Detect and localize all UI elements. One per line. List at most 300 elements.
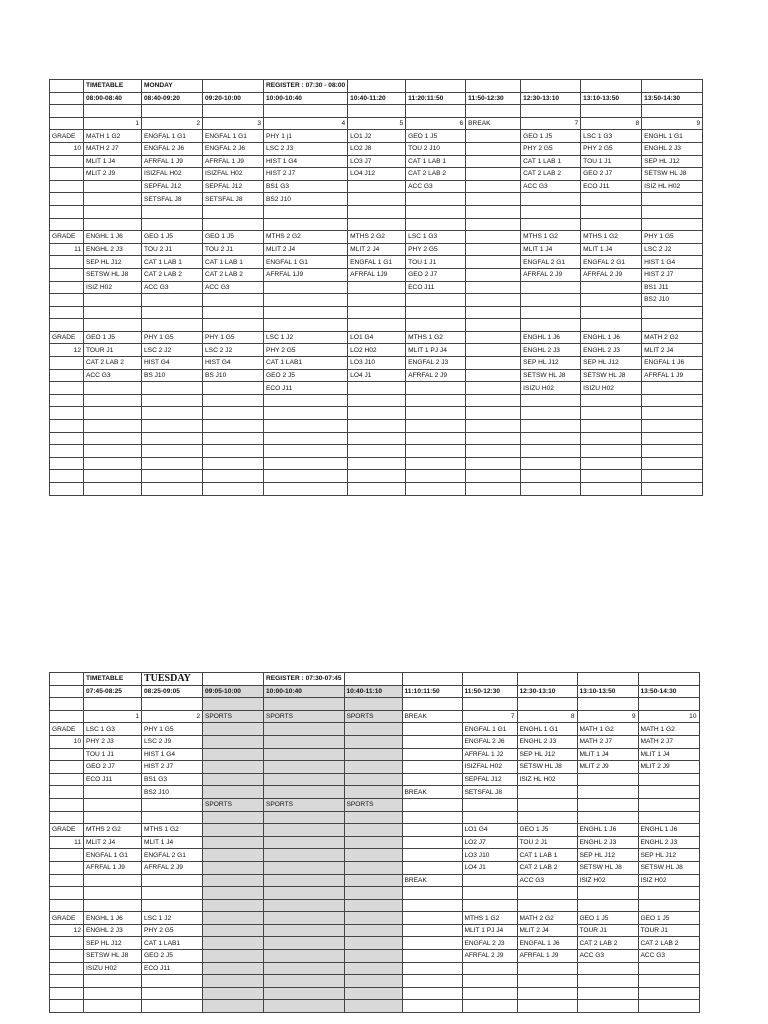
monday-cell: 09:20-10:00 xyxy=(203,92,264,105)
tuesday-cell: BS1 G3 xyxy=(142,773,203,786)
tuesday-cell xyxy=(638,962,699,975)
monday-cell xyxy=(406,394,466,407)
tuesday-cell: 09:05-10:00 xyxy=(203,685,264,698)
tuesday-cell xyxy=(50,937,84,950)
monday-row xyxy=(50,256,703,269)
monday-cell: 5 xyxy=(348,117,406,130)
tuesday-cell: TOUR J1 xyxy=(577,924,638,937)
monday-cell xyxy=(348,180,406,193)
tuesday-cell xyxy=(517,899,577,912)
tuesday-cell xyxy=(50,773,84,786)
monday-cell xyxy=(142,319,203,332)
tuesday-cell xyxy=(84,1000,142,1013)
tuesday-cell: PHY 1 G5 xyxy=(142,723,203,736)
tuesday-cell xyxy=(344,849,402,862)
monday-cell: SEP HL J12 xyxy=(581,357,642,370)
monday-cell: LSC 2 J3 xyxy=(264,142,348,155)
tuesday-cell xyxy=(203,987,264,1000)
tuesday-cell xyxy=(142,811,203,824)
monday-cell: ISIZU H02 xyxy=(581,382,642,395)
monday-cell xyxy=(142,306,203,319)
tuesday-cell: GRADE xyxy=(50,723,84,736)
tuesday-cell xyxy=(344,786,402,799)
tuesday-cell: CAT 1 LAB 1 xyxy=(517,849,577,862)
monday-cell: SETSFAL J8 xyxy=(142,193,203,206)
monday-cell: 3 xyxy=(203,117,264,130)
tuesday-cell: SETSW HL J8 xyxy=(577,861,638,874)
monday-cell xyxy=(642,483,703,496)
monday-row xyxy=(50,357,703,370)
monday-cell: ENGHL 2 J3 xyxy=(642,142,703,155)
tuesday-cell: 10:40-11:10 xyxy=(344,685,402,698)
monday-cell: ACC G3 xyxy=(521,180,581,193)
tuesday-cell xyxy=(203,849,264,862)
monday-cell xyxy=(521,281,581,294)
monday-cell xyxy=(466,483,521,496)
tuesday-cell xyxy=(402,937,462,950)
monday-cell xyxy=(406,205,466,218)
tuesday-cell xyxy=(84,698,142,711)
monday-cell: ENGFAL 2 J6 xyxy=(142,142,203,155)
monday-cell xyxy=(50,256,84,269)
monday-row xyxy=(50,319,703,332)
monday-cell: CAT 2 LAB 2 xyxy=(203,268,264,281)
monday-cell: ENGHL 2 J3 xyxy=(521,344,581,357)
monday-row xyxy=(50,306,703,319)
monday-cell xyxy=(406,294,466,307)
monday-row xyxy=(50,445,703,458)
tuesday-cell xyxy=(50,786,84,799)
monday-row xyxy=(50,92,703,105)
tuesday-cell xyxy=(203,924,264,937)
monday-cell xyxy=(84,483,142,496)
monday-cell xyxy=(84,193,142,206)
tuesday-row xyxy=(50,798,700,811)
tuesday-cell: ISIZFAL H02 xyxy=(462,761,517,774)
monday-cell: AFRFAL 1 J9 xyxy=(642,369,703,382)
monday-row xyxy=(50,344,703,357)
monday-cell xyxy=(142,394,203,407)
tuesday-cell xyxy=(203,962,264,975)
tuesday-cell xyxy=(50,887,84,900)
tuesday-cell: HIST 1 G4 xyxy=(142,748,203,761)
tuesday-cell xyxy=(638,987,699,1000)
tuesday-cell xyxy=(402,887,462,900)
monday-cell xyxy=(50,294,84,307)
monday-cell xyxy=(466,105,521,118)
tuesday-cell: MATH 1 G2 xyxy=(577,723,638,736)
tuesday-cell xyxy=(638,811,699,824)
monday-cell xyxy=(203,294,264,307)
monday-row xyxy=(50,193,703,206)
monday-cell: GRADE xyxy=(50,331,84,344)
monday-cell xyxy=(203,80,264,93)
tuesday-cell: GRADE xyxy=(50,824,84,837)
monday-cell xyxy=(84,180,142,193)
tuesday-cell xyxy=(203,874,264,887)
tuesday-row xyxy=(50,773,700,786)
tuesday-cell xyxy=(462,899,517,912)
monday-cell xyxy=(264,281,348,294)
tuesday-cell xyxy=(264,824,345,837)
tuesday-cell xyxy=(462,962,517,975)
monday-cell xyxy=(581,470,642,483)
monday-cell xyxy=(521,483,581,496)
tuesday-row xyxy=(50,685,700,698)
monday-cell: CAT 1 LAB1 xyxy=(264,357,348,370)
monday-cell: GRADE xyxy=(50,231,84,244)
monday-cell: ACC G3 xyxy=(203,281,264,294)
monday-cell xyxy=(50,180,84,193)
tuesday-cell xyxy=(50,950,84,963)
monday-cell xyxy=(348,432,406,445)
tuesday-row xyxy=(50,950,700,963)
monday-cell xyxy=(84,105,142,118)
tuesday-cell xyxy=(264,975,345,988)
monday-cell: 10 xyxy=(50,142,84,155)
tuesday-cell xyxy=(577,962,638,975)
tuesday-cell xyxy=(84,987,142,1000)
monday-cell: MLIT 1 J4 xyxy=(84,155,142,168)
monday-row xyxy=(50,432,703,445)
monday-cell xyxy=(50,155,84,168)
monday-cell: LO1 G4 xyxy=(348,331,406,344)
monday-cell: SEPFAL J12 xyxy=(203,180,264,193)
monday-row xyxy=(50,369,703,382)
monday-cell xyxy=(642,470,703,483)
monday-row xyxy=(50,331,703,344)
tuesday-row xyxy=(50,710,700,723)
monday-cell: ENGFAL 2 G1 xyxy=(581,256,642,269)
tuesday-cell xyxy=(264,786,345,799)
monday-cell: GEO 1 J5 xyxy=(406,130,466,143)
monday-cell: PHY 1 G5 xyxy=(203,331,264,344)
monday-cell xyxy=(142,105,203,118)
monday-cell xyxy=(348,294,406,307)
monday-cell xyxy=(50,117,84,130)
tuesday-cell xyxy=(344,824,402,837)
monday-cell xyxy=(264,218,348,231)
monday-cell xyxy=(264,294,348,307)
monday-cell xyxy=(50,420,84,433)
monday-cell: PHY 2 G5 xyxy=(406,243,466,256)
tuesday-cell: MLIT 1 PJ J4 xyxy=(462,924,517,937)
tuesday-row xyxy=(50,811,700,824)
monday-cell: ENGHL 1 J6 xyxy=(84,231,142,244)
monday-cell xyxy=(406,80,466,93)
tuesday-cell xyxy=(50,849,84,862)
monday-row xyxy=(50,281,703,294)
monday-cell: AFRFAL 2 J9 xyxy=(581,268,642,281)
tuesday-cell xyxy=(517,698,577,711)
tuesday-row xyxy=(50,924,700,937)
tuesday-cell xyxy=(50,975,84,988)
tuesday-cell xyxy=(344,975,402,988)
tuesday-cell xyxy=(462,975,517,988)
monday-cell xyxy=(84,420,142,433)
tuesday-cell xyxy=(577,698,638,711)
tuesday-cell: LO1 G4 xyxy=(462,824,517,837)
monday-cell xyxy=(348,218,406,231)
monday-cell xyxy=(521,319,581,332)
monday-cell xyxy=(642,105,703,118)
monday-row xyxy=(50,117,703,130)
monday-cell xyxy=(348,407,406,420)
monday-cell xyxy=(581,281,642,294)
tuesday-cell: BREAK xyxy=(402,874,462,887)
monday-cell: TIMETABLE xyxy=(84,80,142,93)
tuesday-cell: ENGFAL 2 G1 xyxy=(142,849,203,862)
monday-cell xyxy=(84,407,142,420)
tuesday-row xyxy=(50,962,700,975)
tuesday-cell: ACC G3 xyxy=(577,950,638,963)
monday-cell xyxy=(581,80,642,93)
tuesday-cell xyxy=(50,761,84,774)
tuesday-row xyxy=(50,912,700,925)
monday-cell: 11 xyxy=(50,243,84,256)
monday-cell xyxy=(50,394,84,407)
tuesday-cell: MLIT 2 J4 xyxy=(84,836,142,849)
monday-cell xyxy=(50,319,84,332)
monday-cell: LSC 2 J2 xyxy=(142,344,203,357)
monday-cell: TOU 1 J1 xyxy=(406,256,466,269)
monday-cell: LO2 H02 xyxy=(348,344,406,357)
tuesday-cell: ISIZ H02 xyxy=(638,874,699,887)
tuesday-cell: ISIZ HL H02 xyxy=(517,773,577,786)
tuesday-cell xyxy=(344,836,402,849)
monday-cell xyxy=(348,457,406,470)
tuesday-row xyxy=(50,987,700,1000)
tuesday-cell: MLIT 2 J4 xyxy=(517,924,577,937)
tuesday-cell: AFRFAL 1 J9 xyxy=(84,861,142,874)
tuesday-cell: TIMETABLE xyxy=(84,673,142,686)
monday-cell xyxy=(203,420,264,433)
monday-cell: GEO 1 J5 xyxy=(203,231,264,244)
tuesday-cell xyxy=(517,1000,577,1013)
monday-cell: 1 xyxy=(84,117,142,130)
monday-cell xyxy=(50,306,84,319)
monday-cell: CAT 1 LAB 1 xyxy=(521,155,581,168)
tuesday-cell xyxy=(402,899,462,912)
tuesday-row xyxy=(50,786,700,799)
monday-cell xyxy=(642,205,703,218)
tuesday-cell xyxy=(402,773,462,786)
monday-cell: LSC 1 J2 xyxy=(264,331,348,344)
tuesday-cell xyxy=(84,899,142,912)
monday-cell xyxy=(406,306,466,319)
monday-cell: SEP HL J12 xyxy=(84,256,142,269)
monday-cell: PHY 1 G5 xyxy=(142,331,203,344)
tuesday-cell: MLIT 2 J9 xyxy=(638,761,699,774)
tuesday-cell: LSC 1 J2 xyxy=(142,912,203,925)
tuesday-cell: MLIT 1 J4 xyxy=(577,748,638,761)
tuesday-cell: ENGFAL 1 G1 xyxy=(84,849,142,862)
tuesday-cell: 8 xyxy=(517,710,577,723)
monday-cell xyxy=(581,193,642,206)
monday-cell xyxy=(521,306,581,319)
monday-cell xyxy=(50,105,84,118)
tuesday-cell xyxy=(517,798,577,811)
tuesday-cell xyxy=(402,975,462,988)
monday-cell: HIST 1 G4 xyxy=(264,155,348,168)
monday-cell: ENGFAL 2 J6 xyxy=(203,142,264,155)
monday-cell xyxy=(50,470,84,483)
monday-cell xyxy=(50,80,84,93)
monday-cell xyxy=(642,80,703,93)
monday-cell: BS J10 xyxy=(203,369,264,382)
tuesday-cell: PHY 2 J3 xyxy=(84,735,142,748)
tuesday-cell xyxy=(203,723,264,736)
monday-cell: 10:00-10:40 xyxy=(264,92,348,105)
tuesday-cell xyxy=(517,786,577,799)
tuesday-cell: AFRFAL 1 J9 xyxy=(517,950,577,963)
monday-row xyxy=(50,483,703,496)
tuesday-cell: 9 xyxy=(577,710,638,723)
monday-cell xyxy=(264,319,348,332)
monday-cell: TOU 2 J1 xyxy=(142,243,203,256)
tuesday-cell: MLIT 1 J4 xyxy=(638,748,699,761)
monday-cell: MLIT 2 J9 xyxy=(84,168,142,181)
tuesday-cell: LO4 J1 xyxy=(462,861,517,874)
monday-cell: SEP HL J12 xyxy=(521,357,581,370)
tuesday-row xyxy=(50,937,700,950)
monday-cell xyxy=(406,105,466,118)
monday-cell xyxy=(521,218,581,231)
monday-cell: GEO 2 J7 xyxy=(581,168,642,181)
tuesday-cell xyxy=(402,962,462,975)
tuesday-cell: BS2 J10 xyxy=(142,786,203,799)
monday-cell xyxy=(642,218,703,231)
tuesday-cell xyxy=(638,1000,699,1013)
tuesday-cell xyxy=(344,874,402,887)
monday-cell xyxy=(50,432,84,445)
tuesday-cell xyxy=(402,811,462,824)
tuesday-cell xyxy=(203,836,264,849)
tuesday-cell xyxy=(264,773,345,786)
tuesday-cell xyxy=(203,912,264,925)
monday-cell xyxy=(142,445,203,458)
monday-cell: MATH 2 G2 xyxy=(642,331,703,344)
monday-cell xyxy=(642,319,703,332)
monday-cell: SETSW HL J8 xyxy=(521,369,581,382)
tuesday-row xyxy=(50,735,700,748)
monday-cell xyxy=(466,432,521,445)
monday-row xyxy=(50,218,703,231)
tuesday-cell: 10:00-10:40 xyxy=(264,685,345,698)
tuesday-cell xyxy=(50,698,84,711)
tuesday-cell xyxy=(142,698,203,711)
monday-cell: 12:30-13:10 xyxy=(521,92,581,105)
tuesday-cell: 12 xyxy=(50,924,84,937)
monday-cell xyxy=(84,319,142,332)
monday-cell: LSC 1 G3 xyxy=(406,231,466,244)
monday-row xyxy=(50,243,703,256)
monday-cell: CAT 1 LAB 1 xyxy=(203,256,264,269)
monday-cell xyxy=(348,281,406,294)
tuesday-cell xyxy=(344,773,402,786)
monday-cell xyxy=(142,432,203,445)
tuesday-cell xyxy=(462,987,517,1000)
tuesday-cell: ENGHL 2 J3 xyxy=(638,836,699,849)
monday-cell xyxy=(521,294,581,307)
monday-cell xyxy=(581,319,642,332)
monday-cell: 08:00-08:40 xyxy=(84,92,142,105)
tuesday-cell: SEPFAL J12 xyxy=(462,773,517,786)
monday-cell xyxy=(466,457,521,470)
tuesday-cell: 11 xyxy=(50,836,84,849)
monday-cell xyxy=(50,407,84,420)
tuesday-cell: BREAK xyxy=(402,786,462,799)
monday-cell: ENGHL 1 G1 xyxy=(642,130,703,143)
tuesday-cell xyxy=(142,975,203,988)
monday-cell: PHY 2 G5 xyxy=(521,142,581,155)
monday-cell xyxy=(264,407,348,420)
tuesday-timetable xyxy=(49,672,700,1013)
monday-cell xyxy=(466,193,521,206)
tuesday-cell xyxy=(344,987,402,1000)
monday-cell: CAT 2 LAB 2 xyxy=(142,268,203,281)
monday-cell: MLIT 2 J4 xyxy=(264,243,348,256)
monday-cell: GEO 1 J5 xyxy=(142,231,203,244)
monday-cell xyxy=(521,470,581,483)
tuesday-cell xyxy=(264,723,345,736)
monday-cell: LO3 J7 xyxy=(348,155,406,168)
monday-row xyxy=(50,205,703,218)
tuesday-row xyxy=(50,761,700,774)
monday-cell xyxy=(348,319,406,332)
tuesday-cell: CAT 2 LAB 2 xyxy=(638,937,699,950)
tuesday-cell: ACC G3 xyxy=(638,950,699,963)
monday-cell xyxy=(50,218,84,231)
monday-cell: BS2 J10 xyxy=(264,193,348,206)
tuesday-cell: ENGHL 2 J3 xyxy=(517,735,577,748)
monday-cell xyxy=(50,445,84,458)
monday-cell: ENGHL 2 J3 xyxy=(581,344,642,357)
monday-cell xyxy=(406,432,466,445)
tuesday-cell xyxy=(638,786,699,799)
tuesday-cell: 11:10:11:50 xyxy=(402,685,462,698)
tuesday-cell xyxy=(402,798,462,811)
tuesday-cell xyxy=(638,899,699,912)
tuesday-cell xyxy=(50,685,84,698)
monday-cell xyxy=(521,445,581,458)
monday-row xyxy=(50,80,703,93)
tuesday-row xyxy=(50,673,700,686)
tuesday-cell xyxy=(402,748,462,761)
monday-timetable xyxy=(49,79,703,496)
tuesday-cell: CAT 1 LAB1 xyxy=(142,937,203,950)
tuesday-cell: 07:45-08:25 xyxy=(84,685,142,698)
monday-cell xyxy=(466,445,521,458)
monday-cell xyxy=(581,457,642,470)
tuesday-cell xyxy=(84,798,142,811)
tuesday-cell xyxy=(517,673,577,686)
tuesday-cell xyxy=(577,811,638,824)
monday-cell: BS2 J10 xyxy=(642,294,703,307)
monday-cell xyxy=(406,218,466,231)
tuesday-cell: GRADE xyxy=(50,912,84,925)
tuesday-row xyxy=(50,887,700,900)
tuesday-cell xyxy=(517,987,577,1000)
tuesday-cell xyxy=(50,861,84,874)
monday-cell xyxy=(203,205,264,218)
monday-cell: MLIT 1 PJ J4 xyxy=(406,344,466,357)
tuesday-cell: MATH 2 J7 xyxy=(577,735,638,748)
monday-cell xyxy=(642,382,703,395)
tuesday-cell xyxy=(142,899,203,912)
monday-cell: GRADE xyxy=(50,130,84,143)
tuesday-cell: SPORTS xyxy=(203,798,264,811)
